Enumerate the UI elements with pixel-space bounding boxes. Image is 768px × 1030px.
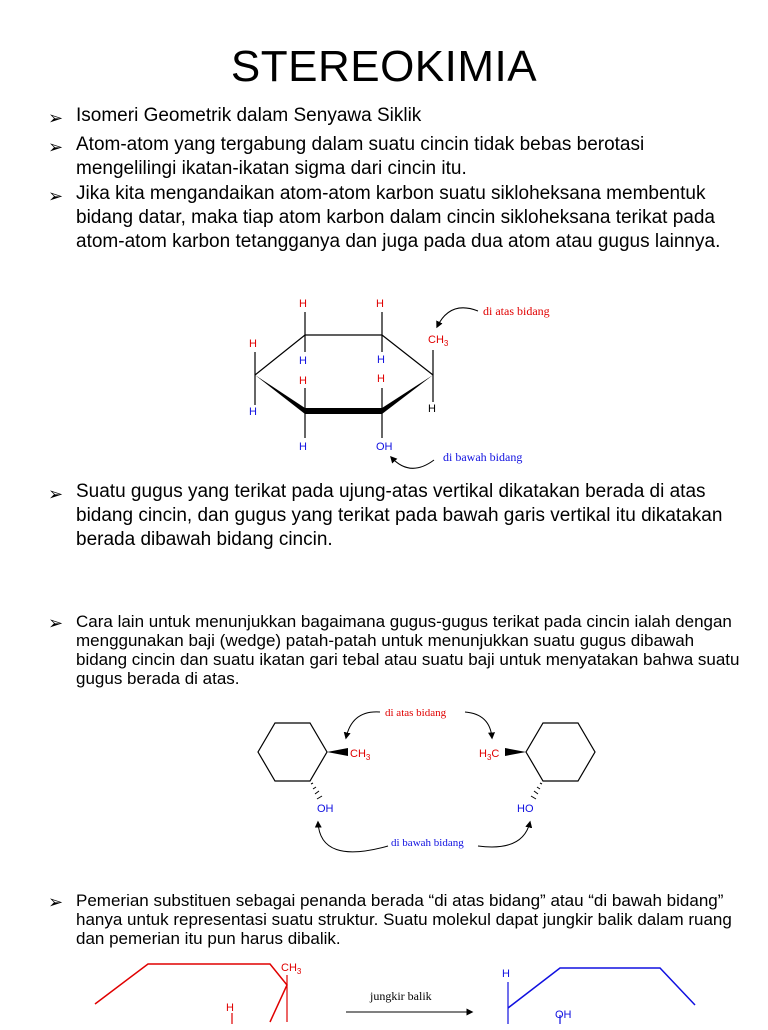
atom-h: H <box>428 403 436 415</box>
bullet-arrow-icon: ➢ <box>48 108 64 128</box>
label-above-plane: di atas bidang <box>483 304 550 318</box>
atom-h: H <box>377 373 385 385</box>
bullet-item <box>48 480 748 552</box>
bullet-item <box>48 182 748 254</box>
bullet-arrow-icon: ➢ <box>48 137 64 157</box>
atom-h: H <box>249 406 257 418</box>
page-title: STEREOKIMIA <box>230 42 538 91</box>
bullet-text: Cara lain untuk menunjukkan bagaimana gugus-gugus terikat pada cincin ialah dengan menggunakan baji (wedge) patah-patah untuk menunjukkan suatu gugus dibawah bidang cincin dan suatu ikatan gari tebal atau suatu baji untuk menyatakan bahwa suatu gugus berada di atas. <box>76 612 740 688</box>
atom-ch3: $CH_3$ <box>428 334 449 348</box>
atom-oh: OH <box>555 1009 572 1021</box>
bullet-arrow-icon: ➢ <box>48 892 64 912</box>
bullet-text: Jika kita mengandaikan atom-atom karbon suatu sikloheksana membentuk bidang datar, maka tiap atom karbon dalam cincin sikloheksana terikat pada atom-atom karbon tetangganya dan juga pada dua atom atau gugus lainnya. <box>76 183 721 252</box>
hashed-bond <box>531 783 542 799</box>
wedge-bond <box>505 748 526 756</box>
atom-ch3: $CH_3$ <box>281 962 302 976</box>
bullet-text: Pemerian substituen sebagai penanda berada “di atas bidang” atau “di bawah bidang” hanya untuk representasi suatu struktur. Suatu molekul dapat jungkir balik dalam ruang dan pemerian itu pun harus dibalik. <box>76 891 732 948</box>
atom-h: H <box>376 298 384 310</box>
atom-h: H <box>299 375 307 387</box>
cyclohexane-figure-2 <box>0 700 768 860</box>
bullet-item <box>48 612 748 688</box>
bullet-arrow-icon: ➢ <box>48 186 64 206</box>
atom-ho: HO <box>517 803 534 815</box>
wedge-bond <box>327 748 348 756</box>
bullet-item <box>48 891 748 948</box>
atom-h: H <box>502 968 510 980</box>
bullet-item <box>48 104 748 130</box>
atom-h3c: $H_3C$ <box>479 748 500 762</box>
atom-h: H <box>377 354 385 366</box>
atom-oh: OH <box>376 441 393 453</box>
bullet-text: Atom-atom yang tergabung dalam suatu cincin tidak bebas berotasi mengelilingi ikatan-ikatan sigma dari cincin itu. <box>76 134 645 179</box>
label-below-plane: di bawah bidang <box>443 450 523 464</box>
label-below-plane: di bawah bidang <box>391 837 464 849</box>
atom-h: H <box>249 338 257 350</box>
atom-ch3: $CH_3$ <box>350 748 371 762</box>
atom-h: H <box>226 1002 234 1014</box>
bold-bond <box>305 408 382 414</box>
bullet-item <box>48 133 748 181</box>
atom-oh: OH <box>317 803 334 815</box>
bullet-arrow-icon: ➢ <box>48 484 64 504</box>
flip-figure-3 <box>0 950 768 1030</box>
wedge-bond <box>382 375 433 414</box>
hashed-bond <box>311 783 322 799</box>
bullet-text: Isomeri Geometrik dalam Senyawa Siklik <box>76 105 422 126</box>
flip-label: jungkir balik <box>370 989 432 1003</box>
label-above-plane: di atas bidang <box>385 707 447 719</box>
atom-h: H <box>299 298 307 310</box>
bullet-arrow-icon: ➢ <box>48 613 64 633</box>
wedge-bond <box>255 375 305 414</box>
atom-h: H <box>299 355 307 367</box>
cyclohexane-figure-1 <box>0 290 768 490</box>
atom-h: H <box>299 441 307 453</box>
bullet-text: Suatu gugus yang terikat pada ujung-atas vertikal dikatakan berada di atas bidang cincin, dan gugus yang terikat pada bawah garis vertikal itu dikatakan berada dibawah bidang cincin. <box>76 481 723 550</box>
